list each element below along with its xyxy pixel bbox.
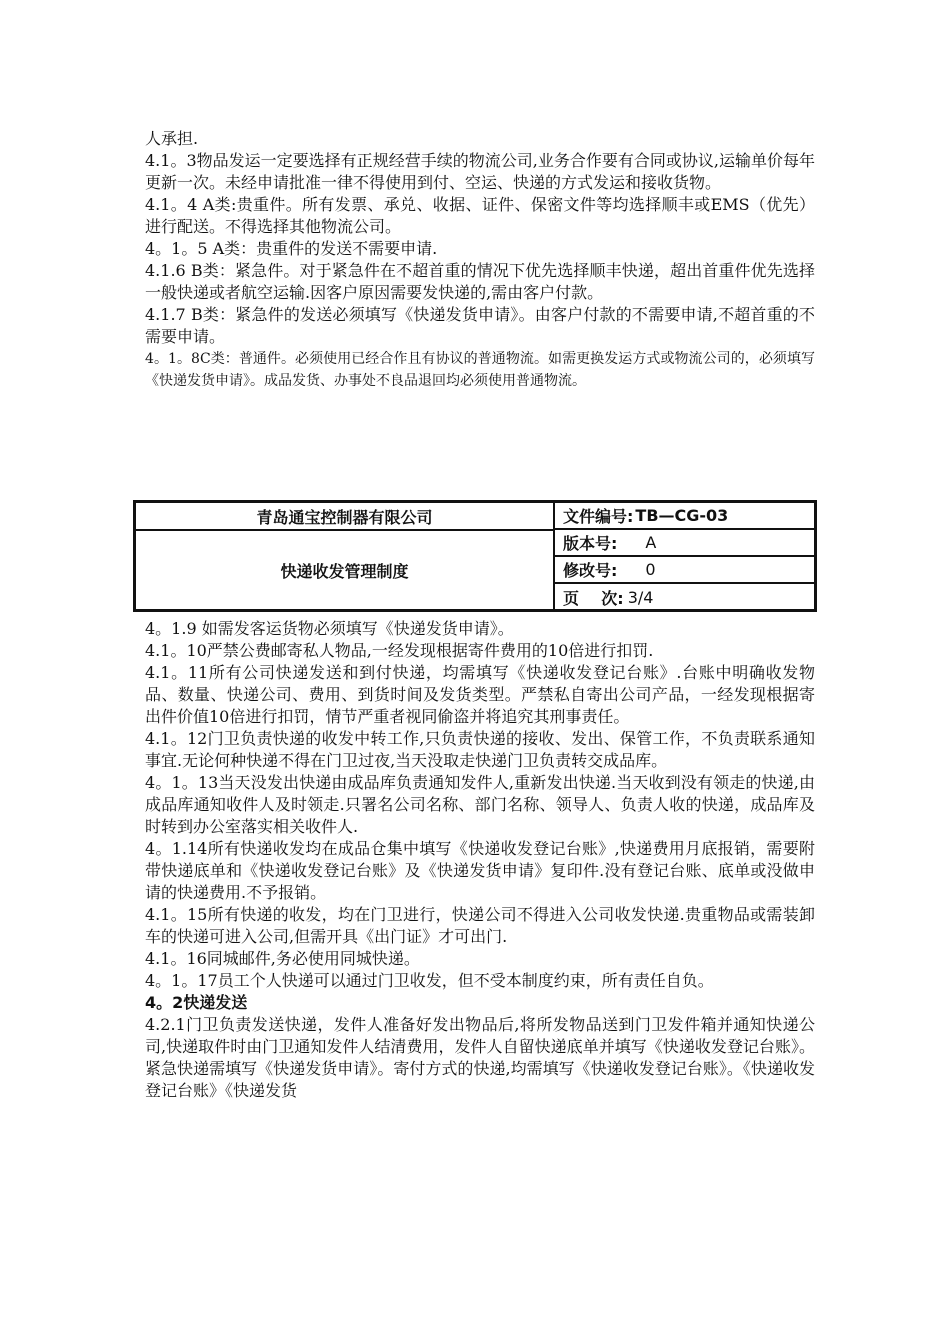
paragraph: 4。1.14所有快递收发均在成品仓集中填写《快递收发登记台账》,快递费用月底报销，需要附带快递底单和《快递收发登记台账》及《快递发货申请》复印件.没有登记台账、底单或没做申请的快递费用.不予报销。 [145, 839, 815, 902]
document-title: 快递收发管理制度 [136, 531, 555, 609]
version-label: 版本号: [563, 534, 618, 553]
paragraph: 4。1。5 A类：贵重件的发送不需要申请. [145, 239, 438, 258]
paragraph: 4。1.9 如需发客运货物必须填写《快递发货申请》。 [145, 619, 514, 638]
revision-cell [555, 557, 814, 584]
paragraph: 4.1。3物品发运一定要选择有正规经营手续的物流公司,业务合作要有合同或协议,运输单价每年更新一次。未经申请批准一律不得使用到付、空运、快递的方式发运和接收货物。 [145, 151, 815, 192]
paragraph: 4.1.6 B类：紧急件。对于紧急件在不超首重的情况下优先选择顺丰快递，超出首重件优先选择一般快递或者航空运输.因客户原因需要发快递的,需由客户付款。 [145, 261, 815, 302]
paragraph: 4.2.1门卫负责发送快递，发件人准备好发出物品后,将所发物品送到门卫发件箱并通知快递公司,快递取件时由门卫通知发件人结清费用，发件人自留快递底单并填写《快递收发登记台账》。紧急快递需填写《快递发货申请》。寄付方式的快递,均需填写《快递收发登记台账》。《快递收发登记台账》《快递发货 [145, 1015, 815, 1100]
paragraph: 4.1。4 A类:贵重件。所有发票、承兑、收据、证件、保密文件等均选择顺丰或EMS（优先）进行配送。不得选择其他物流公司。 [145, 195, 815, 236]
paragraph: 4.1.7 B类：紧急件的发送必须填写《快递发货申请》。由客户付款的不需要申请,不超首重的不需要申请。 [145, 305, 815, 346]
company-name: 青岛通宝控制器有限公司 [136, 503, 555, 531]
page-label: 页 次: [563, 589, 624, 608]
top-text-block [145, 128, 815, 392]
paragraph: 4.1。15所有快递的收发，均在门卫进行，快递公司不得进入公司收发快递.贵重物品或需装卸车的快递可进入公司,但需开具《出门证》才可出门. [145, 905, 815, 946]
paragraph: 4.1。11所有公司快递发送和到付快递，均需填写《快递收发登记台账》.台账中明确收发物品、数量、快递公司、费用、到货时间及发货类型。严禁私自寄出公司产品，一经发现根据寄出件价值10倍进行扣罚，情节严重者视同偷盗并将追究其刑事责任。 [145, 663, 815, 726]
paragraph: 4.1。10严禁公费邮寄私人物品,一经发现根据寄件费用的10倍进行扣罚. [145, 641, 654, 660]
page-value: 3/4 [627, 588, 654, 607]
page-cell [555, 584, 814, 611]
version-cell [555, 530, 814, 557]
paragraph: 4.1。12门卫负责快递的收发中转工作,只负责快递的接收、发出、保管工作，不负责联系通知事宜.无论何种快递不得在门卫过夜,当天没取走快递门卫负责转交成品库。 [145, 729, 815, 770]
bottom-text-block [145, 618, 815, 1102]
revision-label: 修改号: [563, 561, 618, 580]
document-header-table [133, 500, 817, 612]
file-number-label: 文件编号: [563, 507, 634, 526]
version-value: A [645, 533, 657, 552]
revision-value: 0 [645, 560, 656, 579]
paragraph: 人承担. [145, 129, 199, 148]
paragraph: 4。1。17员工个人快递可以通过门卫收发，但不受本制度约束，所有责任自负。 [145, 971, 714, 990]
paragraph: 4。1。8C类：普通件。必须使用已经合作且有协议的普通物流。如需更换发运方式或物流公司的，必须填写《快递发货申请》。成品发货、办事处不良品退回均必须使用普通物流。 [145, 351, 815, 389]
section-heading: 4。2快递发送 [145, 993, 248, 1012]
file-number-cell [555, 503, 814, 530]
paragraph: 4。1。13当天没发出快递由成品库负责通知发件人,重新发出快递.当天收到没有领走的快递,由成品库通知收件人及时领走.只署名公司名称、部门名称、领导人、负责人收的快递，成品库及时转到办公室落实相关收件人. [145, 773, 815, 836]
file-number: TB—CG-03 [635, 506, 729, 525]
paragraph: 4.1。16同城邮件,务必使用同城快递。 [145, 949, 420, 968]
